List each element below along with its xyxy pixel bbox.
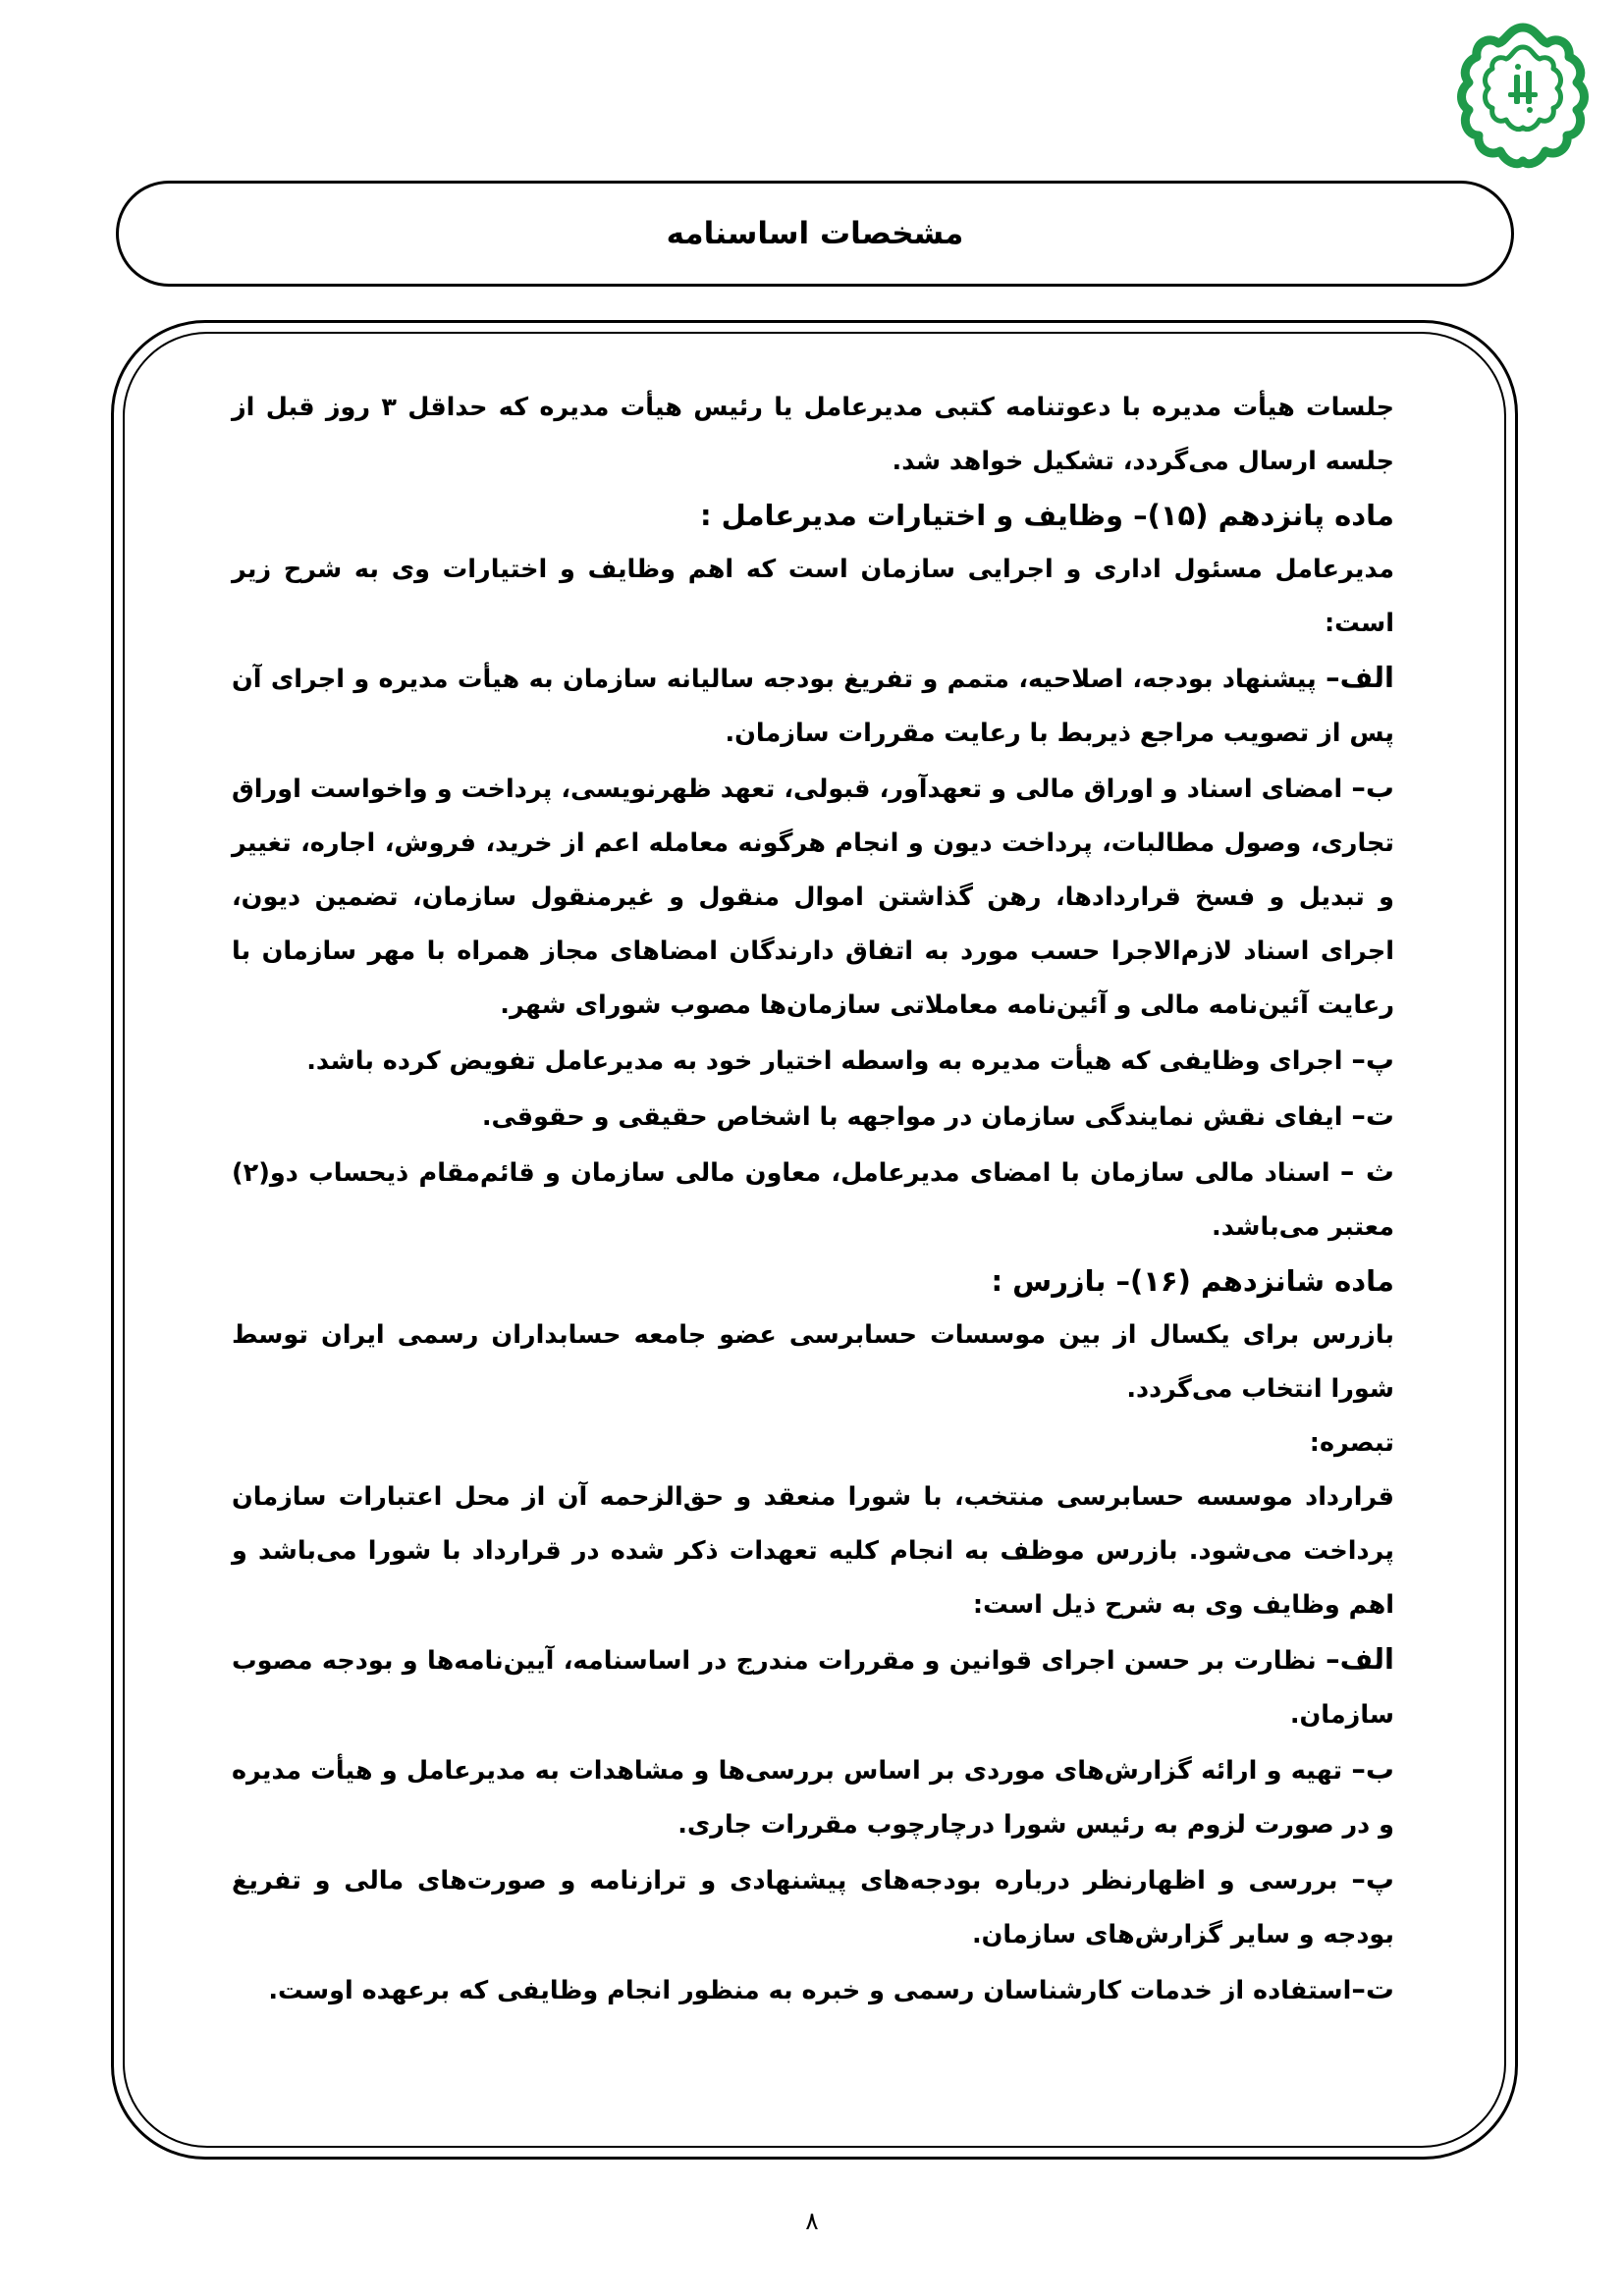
item-text: تهیه و ارائه گزارش‌های موردی بر اساس بررسی‌ها و مشاهدات به مدیرعامل و هیأت مدیره و در صورت لزوم به رئیس شورا درچارچوب مقررات جاری. — [232, 1756, 1394, 1840]
emblem-icon — [1449, 14, 1597, 181]
content-body — [232, 381, 1394, 2018]
article-16-item — [232, 1852, 1394, 1962]
item-label: ب– — [1351, 771, 1394, 804]
article-15-item — [232, 1033, 1394, 1089]
item-text: اجرای وظایفی که هیأت مدیره به واسطه اختیار خود به مدیرعامل تفویض کرده باشد. — [306, 1046, 1352, 1076]
article-15-item — [232, 651, 1394, 761]
note-text: قرارداد موسسه حسابرسی منتخب، با شورا منعقد و حق‌الزحمه آن از محل اعتبارات سازمان پرداخت می‌شود. بازرس موظف به انجام کلیه تعهدات ذکر شده در قرارداد با شورا می‌باشد و اهم وظایف وی به شرح ذیل است: — [232, 1482, 1394, 1620]
item-text: استفاده از خدمات کارشناسان رسمی و خبره به منظور انجام وظایفی که برعهده اوست. — [268, 1976, 1352, 2005]
article-16-item — [232, 1962, 1394, 2018]
board-meetings-paragraph: جلسات هیأت مدیره با دعوتنامه کتبی مدیرعامل یا رئیس هیأت مدیره که حداقل ۳ روز قبل از جلسه ارسال می‌گردد، تشکیل خواهد شد. — [232, 393, 1394, 476]
article-15-item — [232, 1145, 1394, 1255]
tehran-city-council-logo — [1449, 14, 1597, 181]
article-16-item — [232, 1742, 1394, 1852]
item-label: پ– — [1351, 1042, 1394, 1076]
item-label: ب– — [1351, 1752, 1394, 1786]
note-label: تبصره: — [1309, 1428, 1394, 1458]
page-number: ۸ — [805, 2207, 819, 2235]
item-text: ایفای نقش نمایندگی سازمان در مواجهه با اشخاص حقیقی و حقوقی. — [481, 1102, 1352, 1132]
article-15-intro: مدیرعامل مسئول اداری و اجرایی سازمان است که اهم وظایف و اختیارات وی به شرح زیر است: — [232, 555, 1394, 638]
item-label: ث – — [1339, 1154, 1394, 1188]
item-label: پ– — [1351, 1862, 1394, 1896]
item-text: امضای اسناد و اوراق مالی و تعهدآور، قبولی، تعهد ظهرنویسی، پرداخت و واخواست اوراق تجاری، وصول مطالبات، پرداخت دیون و انجام هرگونه معامله اعم از خرید، فروش، اجاره، تغییر و تبدیل و فسخ قراردادها، رهن گذاشتن اموال منقول و غیرمنقول سازمان، تضمین دیون، اجرای اسناد لازم‌الاجرا حسب مورد به اتفاق دارندگان امضاهای مجاز همراه با مهر سازمان با رعایت آئین‌نامه مالی و آئین‌نامه معاملاتی سازمان‌ها مصوب شورای شهر. — [232, 774, 1394, 1020]
article-15-item — [232, 761, 1394, 1033]
article-15-heading: ماده پانزدهم (۱۵)– وظایف و اختیارات مدیرعامل : — [699, 499, 1394, 532]
article-16-heading: ماده شانزدهم (۱۶)– بازرس : — [991, 1264, 1394, 1298]
article-16-text: بازرس برای یکسال از بین موسسات حسابرسی عضو جامعه حسابداران رسمی ایران توسط شورا انتخاب می‌گردد. — [232, 1320, 1394, 1404]
page-title: مشخصات اساسنامه — [666, 216, 964, 251]
article-15-item — [232, 1089, 1394, 1145]
item-label: ت– — [1351, 1972, 1394, 2005]
item-label: الف– — [1326, 661, 1394, 694]
item-text: پیشنهاد بودجه، اصلاحیه، متمم و تفریغ بودجه سالیانه سازمان به هیأت مدیره و اجرای آن پس از تصویب مراجع ذیربط با رعایت مقررات سازمان. — [232, 665, 1394, 748]
item-label: ت– — [1351, 1098, 1394, 1132]
item-text: اسناد مالی سازمان با امضای مدیرعامل، معاون مالی سازمان و قائم‌مقام ذیحساب دو(۲) معتبر می‌باشد. — [232, 1158, 1394, 1242]
item-text: نظارت بر حسن اجرای قوانین و مقررات مندرج در اساسنامه، آیین‌نامه‌ها و بودجه مصوب سازمان. — [232, 1646, 1394, 1730]
item-text: بررسی و اظهارنظر درباره بودجه‌های پیشنهادی و ترازنامه و صورت‌های مالی و تفریغ بودجه و سایر گزارش‌های سازمان. — [232, 1866, 1394, 1949]
item-label: الف– — [1326, 1642, 1394, 1676]
title-box — [116, 181, 1514, 287]
article-16-item — [232, 1632, 1394, 1742]
